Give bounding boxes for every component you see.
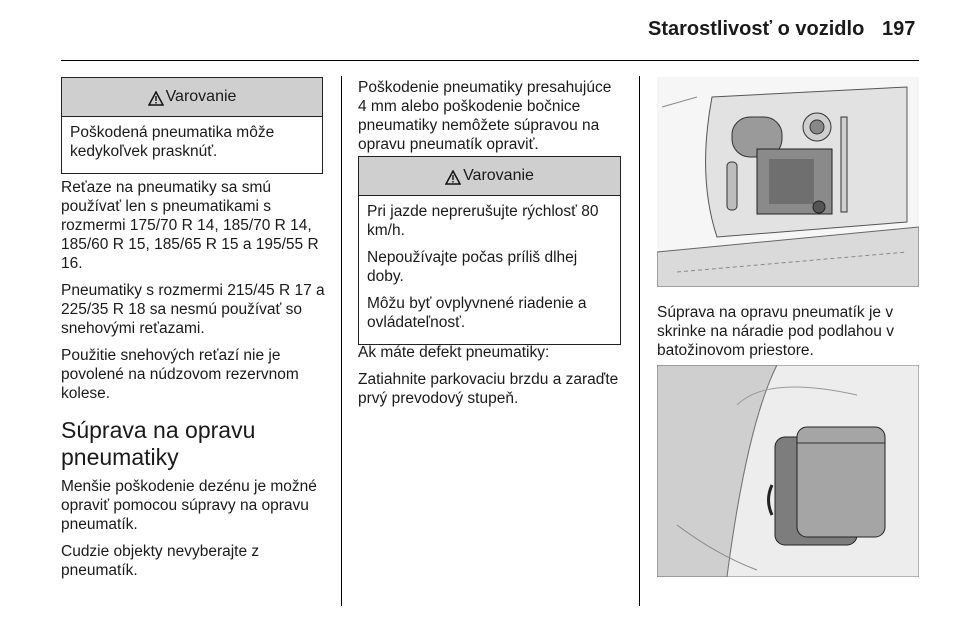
paragraph: Pneumatiky s rozmermi 215/45 R 17 a 225/35 R 18 sa nesmú používať so snehovými reťazami. [61, 282, 325, 337]
warning-body [359, 196, 620, 344]
paragraph: Ak máte defekt pneumatiky: [358, 344, 550, 361]
warning-box-2 [358, 156, 621, 345]
warning-header [62, 78, 322, 117]
warning-box-1 [61, 77, 323, 174]
warning-body [62, 117, 322, 173]
paragraph: Použitie snehových reťazí nie je povolené na núdzovom rezervnom kolese. [61, 347, 299, 402]
header-divider [61, 60, 919, 61]
paragraph: Zatiahnite parkovaciu brzdu a zaraďte prvý prevodový stupeň. [358, 371, 619, 407]
page-header-title: Starostlivosť o vozidlo [648, 18, 865, 40]
paragraph: Menšie poškodenie dezénu je možné opraviť pomocou súpravy na opravu pneumatík. [61, 478, 317, 533]
paragraph: Poškodenie pneumatiky presahujúce 4 mm alebo poškodenie bočnice pneumatiky nemôžete súpravou na opravu pneumatík opraviť. [358, 79, 612, 153]
column-2-text [358, 343, 624, 416]
page-number: 197 [882, 18, 916, 40]
warning-title: Varovanie [165, 88, 237, 105]
warning-text: Poškodená pneumatika môže kedykoľvek prasknúť. [70, 124, 275, 160]
warning-title: Varovanie [463, 167, 534, 184]
photo-caption: Súprava na opravu pneumatík je v skrinke na náradie pod podlahou v batožinovom priestore. [657, 304, 894, 359]
paragraph: Reťaze na pneumatiky sa smú používať len s pneumatikami s rozmermi 175/70 R 14, 185/70 R 14, 185/60 R 15, 185/65 R 15 a 195/55 R 16. [61, 179, 319, 272]
paragraph: Cudzie objekty nevyberajte z pneumatík. [61, 543, 260, 579]
trunk-toolbox-photo [657, 365, 919, 577]
warning-header [359, 157, 620, 196]
warning-text: Nepoužívajte počas príliš dlhej doby. [367, 249, 578, 285]
tire-repair-kit-photo [657, 77, 919, 287]
warning-text: Pri jazde neprerušujte rýchlosť 80 km/h. [367, 203, 599, 239]
column-divider-1 [341, 76, 342, 606]
column-divider-2 [639, 76, 640, 606]
column-1-text [61, 178, 326, 588]
warning-triangle-icon [445, 170, 461, 185]
column-2-intro [358, 78, 624, 162]
section-heading: Súprava na opravu pneumatiky [61, 417, 256, 470]
warning-triangle-icon [148, 91, 164, 106]
column-3-caption [657, 303, 919, 368]
warning-text: Môžu byť ovplyvnené riadenie a ovládateľnosť. [367, 295, 587, 331]
